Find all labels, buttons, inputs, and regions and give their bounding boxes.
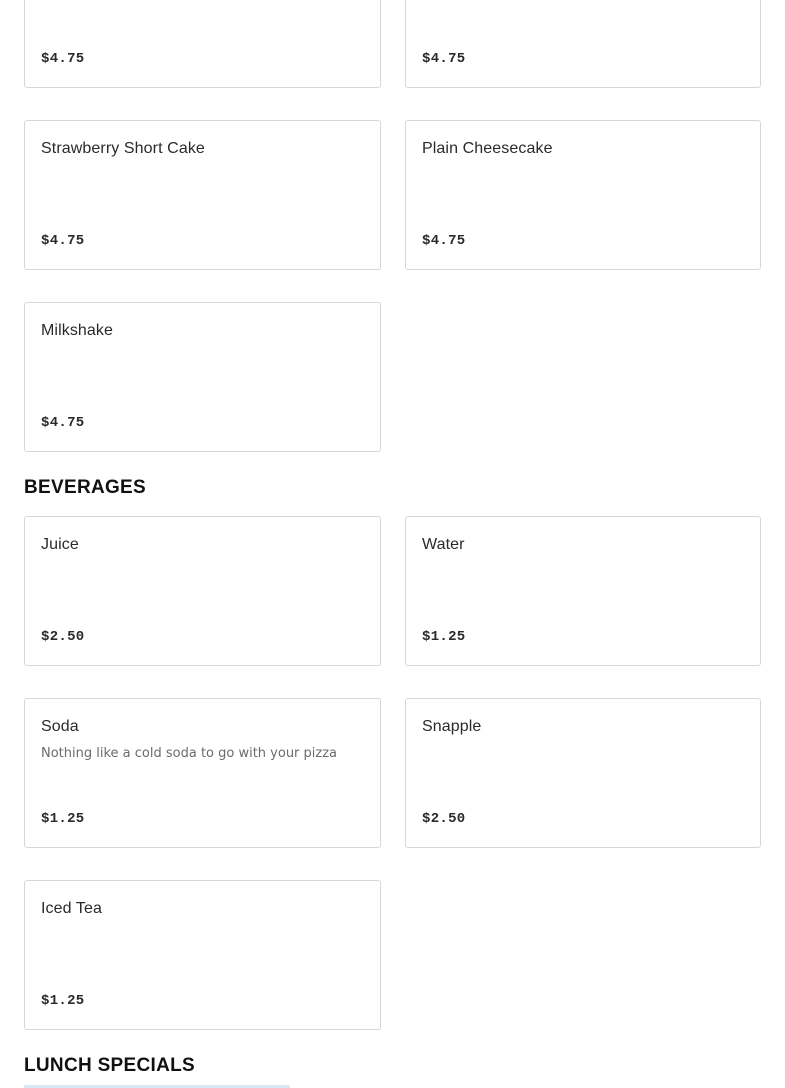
item-description: Nothing like a cold soda to go with your pizza [41,746,338,761]
menu-item-card[interactable] [24,0,381,88]
section-title-beverages: BEVERAGES [24,477,147,498]
item-name: Strawberry Short Cake [41,140,205,157]
section-title-lunch-specials: LUNCH SPECIALS [24,1055,195,1076]
menu-item-card[interactable] [24,698,381,848]
item-price: $4.75 [41,233,85,249]
item-name: Juice [41,536,79,553]
item-name: Plain Cheesecake [422,140,553,157]
item-price: $2.50 [41,629,85,645]
item-name: Milkshake [41,322,114,339]
menu-item-card[interactable] [24,880,381,1030]
menu-item-card[interactable] [405,698,761,848]
item-name: Soda [41,718,79,735]
menu-item-card[interactable] [405,120,761,270]
menu-item-card[interactable] [24,302,381,452]
item-price: $2.50 [422,811,466,827]
item-price: $1.25 [422,629,466,645]
item-price: $4.75 [41,415,85,431]
menu-item-card[interactable] [24,120,381,270]
item-price: $1.25 [41,811,85,827]
menu-item-card[interactable] [405,516,761,666]
item-price: $4.75 [41,51,85,67]
item-name: Water [422,536,465,553]
item-name: Iced Tea [41,900,102,917]
menu-item-card[interactable] [24,516,381,666]
item-price: $4.75 [422,233,466,249]
item-name: Snapple [422,718,482,735]
menu-item-card[interactable] [405,0,761,88]
item-price: $1.25 [41,993,85,1009]
item-price: $4.75 [422,51,466,67]
